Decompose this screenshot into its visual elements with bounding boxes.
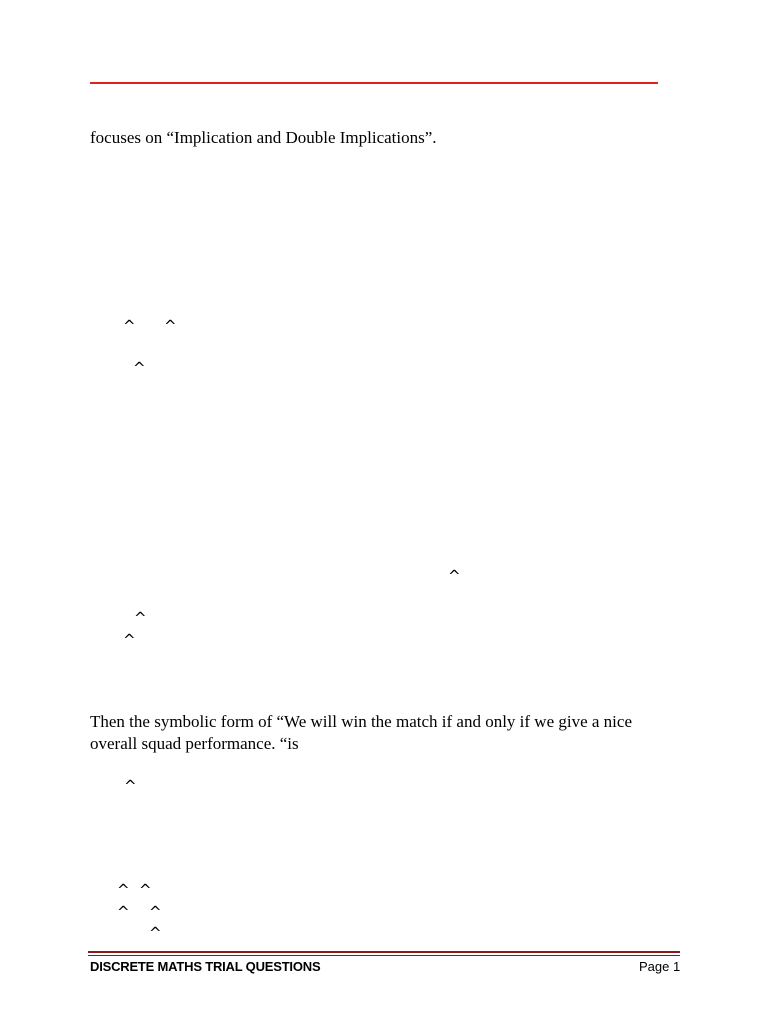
header-rule <box>90 82 658 84</box>
and-symbol: ^ <box>134 609 147 627</box>
footer-title: DISCRETE MATHS TRIAL QUESTIONS <box>90 959 321 974</box>
and-symbol: ^ <box>123 631 136 649</box>
and-symbol: ^ <box>133 359 146 377</box>
and-symbol: ^ <box>149 903 162 921</box>
and-symbol: ^ <box>124 777 137 795</box>
and-symbol: ^ <box>164 317 177 335</box>
and-symbol: ^ <box>123 317 136 335</box>
footer-rule <box>88 955 680 956</box>
and-symbol: ^ <box>139 881 152 899</box>
intro-text: focuses on “Implication and Double Implications”. <box>90 128 437 147</box>
and-symbol: ^ <box>117 881 130 899</box>
and-symbol: ^ <box>149 924 162 942</box>
page-number: Page 1 <box>639 959 681 974</box>
and-symbol: ^ <box>117 903 130 921</box>
question-text-line-1: Then the symbolic form of “We will win the match if and only if we give a nice <box>90 712 632 731</box>
question-text-line-2: overall squad performance. “is <box>90 734 299 753</box>
and-symbol: ^ <box>448 567 461 585</box>
footer-rule <box>88 951 680 953</box>
